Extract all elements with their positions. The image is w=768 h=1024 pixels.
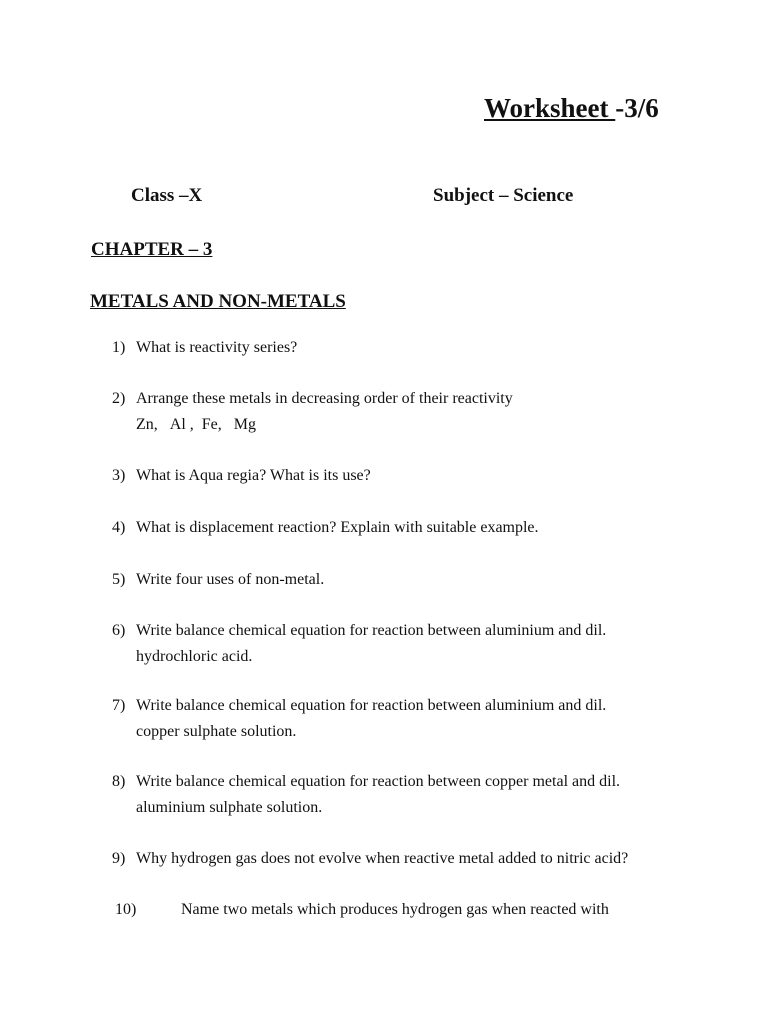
- topic-heading: METALS AND NON-METALS: [90, 291, 346, 312]
- question-text-continuation: copper sulphate solution.: [136, 723, 297, 740]
- question-number: 3): [112, 467, 126, 484]
- question-text: What is reactivity series?: [136, 339, 298, 356]
- question-text: What is displacement reaction? Explain with suitable example.: [136, 519, 539, 536]
- question-text: What is Aqua regia? What is its use?: [136, 467, 371, 484]
- question-number: 7): [112, 697, 126, 714]
- worksheet-title-suffix: -3/6: [615, 93, 659, 123]
- question-number: 6): [112, 622, 126, 639]
- subject-label: Subject – Science: [433, 185, 574, 206]
- worksheet-title: [484, 93, 659, 124]
- class-label: Class –X: [131, 185, 203, 206]
- question-number: 9): [112, 850, 126, 867]
- question-text: Write balance chemical equation for reaction between aluminium and dil.: [136, 697, 607, 714]
- question-text: Write balance chemical equation for reaction between aluminium and dil.: [136, 622, 607, 639]
- question-number: 10): [115, 901, 137, 918]
- question-text-continuation: hydrochloric acid.: [136, 648, 253, 665]
- question-text: Write balance chemical equation for reaction between copper metal and dil.: [136, 773, 621, 790]
- question-text: Arrange these metals in decreasing order of their reactivity: [136, 390, 513, 407]
- question-text: Name two metals which produces hydrogen gas when reacted with: [181, 901, 609, 918]
- question-number: 4): [112, 519, 126, 536]
- question-text-continuation: aluminium sulphate solution.: [136, 799, 323, 816]
- worksheet-title-main: Worksheet: [484, 93, 616, 123]
- question-text: Why hydrogen gas does not evolve when reactive metal added to nitric acid?: [136, 850, 629, 867]
- question-text: Write four uses of non-metal.: [136, 571, 325, 588]
- question-number: 2): [112, 390, 126, 407]
- question-number: 5): [112, 571, 126, 588]
- question-number: 1): [112, 339, 126, 356]
- question-number: 8): [112, 773, 126, 790]
- chapter-heading: CHAPTER – 3: [91, 239, 213, 260]
- question-text-continuation: Zn, Al , Fe, Mg: [136, 416, 256, 433]
